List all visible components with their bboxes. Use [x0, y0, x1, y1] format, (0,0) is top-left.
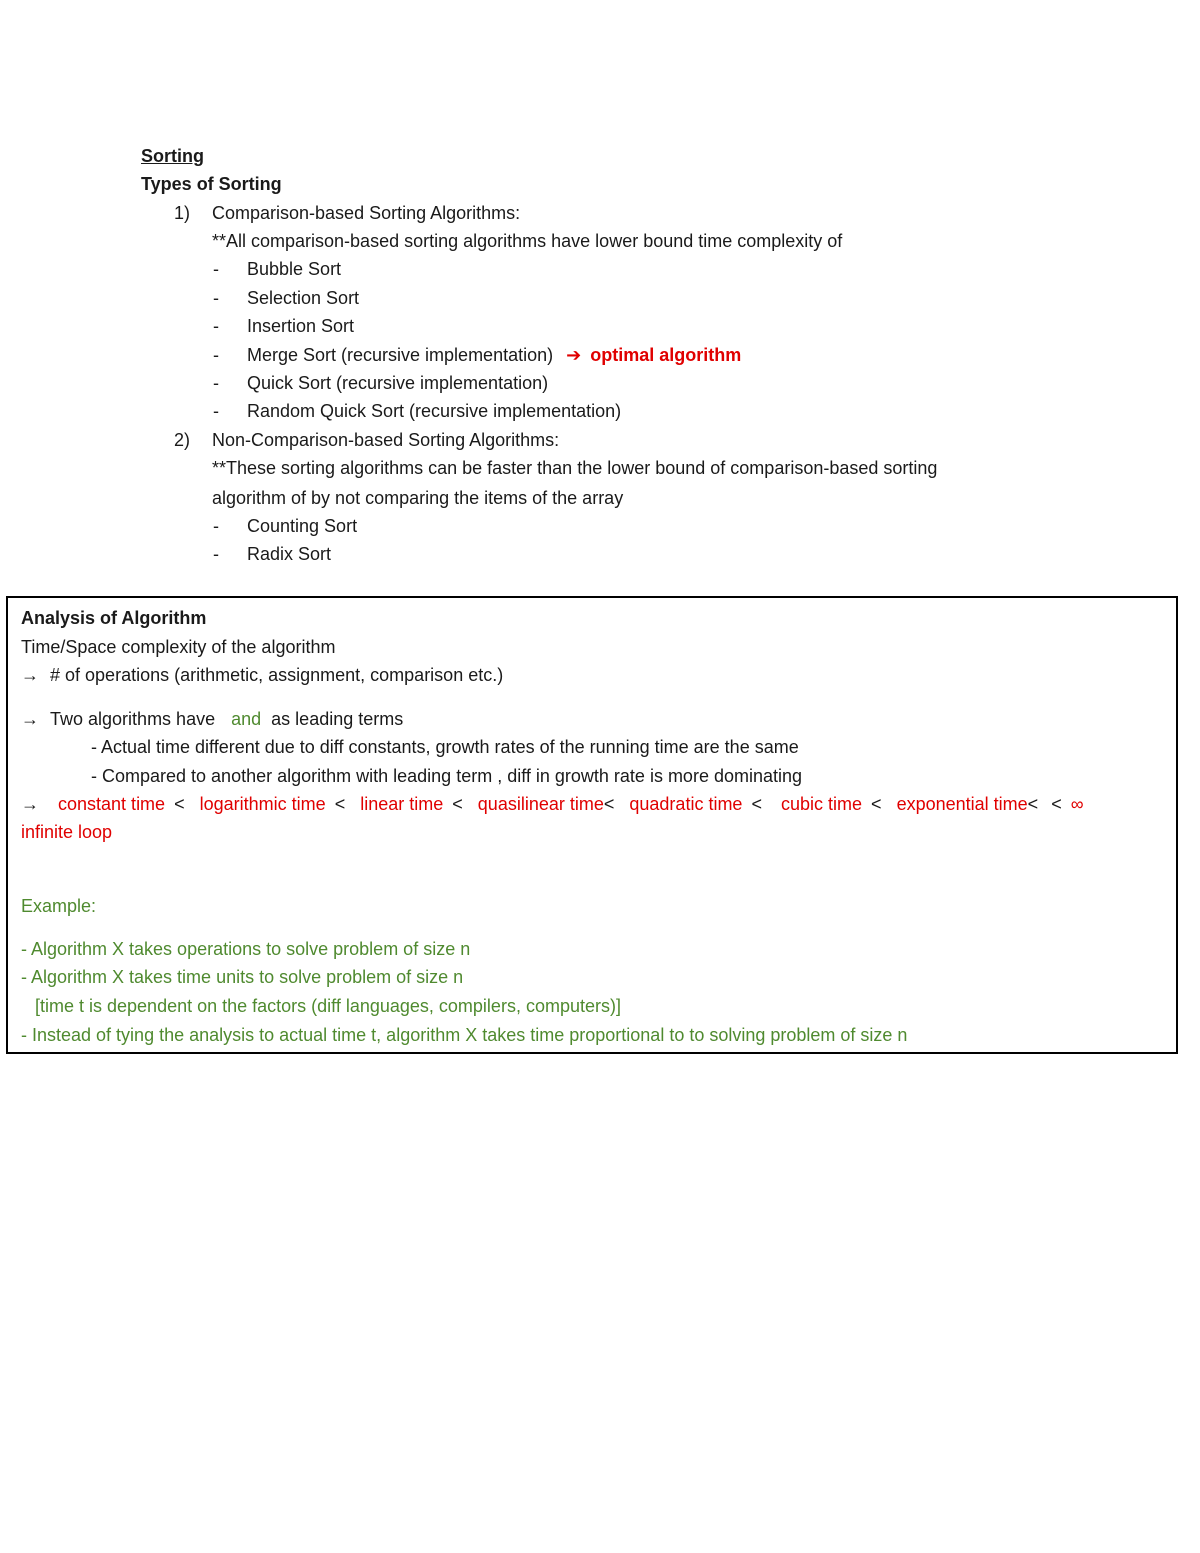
arrow-right-icon: →	[21, 665, 39, 685]
list-item: Quick Sort (recursive implementation)	[247, 373, 549, 393]
list-item: Selection Sort	[247, 288, 360, 308]
page-title: Sorting	[141, 146, 204, 166]
growth-order-infinite: infinite loop	[21, 822, 113, 842]
section2-note-line1: **These sorting algorithms can be faster than the lower bound of comparison-based sorting	[212, 458, 938, 478]
example-line: - Algorithm X takes operations to solve problem of size n	[21, 939, 471, 959]
example-label: Example:	[21, 896, 97, 916]
list-number: 2)	[174, 430, 191, 450]
section1-note: **All comparison-based sorting algorithms have lower bound time complexity of	[212, 231, 843, 251]
bullet-dash: -	[213, 316, 219, 336]
bullet-dash: -	[213, 288, 219, 308]
section1-heading: Comparison-based Sorting Algorithms:	[212, 203, 521, 223]
list-item	[247, 344, 741, 366]
arrow-right-icon: →	[21, 794, 39, 814]
analysis-title: Analysis of Algorithm	[21, 608, 207, 628]
analysis-line-compared: - Compared to another algorithm with leading term , diff in growth rate is more dominating	[91, 766, 803, 786]
list-item: Radix Sort	[247, 544, 332, 564]
bullet-dash: -	[213, 345, 219, 365]
arrow-right-icon: →	[21, 709, 39, 729]
bullet-dash: -	[213, 516, 219, 536]
bullet-dash: -	[213, 401, 219, 421]
infinity-icon: ∞	[1070, 794, 1084, 814]
growth-order-line: → constant time < logarithmic time < linear time < quasilinear time< quadratic time < cubic time < exponential time< < ∞	[21, 794, 1084, 814]
list-item: Bubble Sort	[247, 259, 342, 279]
list-item-text: Merge Sort (recursive implementation)	[247, 345, 554, 365]
analysis-line-two-algorithms: → Two algorithms have and as leading terms	[21, 709, 404, 729]
section2-heading: Non-Comparison-based Sorting Algorithms:	[212, 430, 560, 450]
bullet-dash: -	[213, 259, 219, 279]
optimal-note: optimal algorithm	[590, 345, 742, 365]
list-item: Insertion Sort	[247, 316, 355, 336]
example-line: [time t is dependent on the factors (diff languages, compilers, computers)]	[35, 996, 621, 1016]
list-item: Counting Sort	[247, 516, 358, 536]
list-item: Random Quick Sort (recursive implementation)	[247, 401, 622, 421]
arrow-right-icon: ➔	[566, 345, 582, 365]
analysis-line-complexity: Time/Space complexity of the algorithm	[21, 637, 336, 657]
list-number: 1)	[174, 203, 191, 223]
example-line: - Algorithm X takes time units to solve problem of size n	[21, 967, 464, 987]
bullet-dash: -	[213, 544, 219, 564]
bullet-dash: -	[213, 373, 219, 393]
analysis-line-actual-time: - Actual time different due to diff constants, growth rates of the running time are the same	[91, 737, 799, 757]
section2-note-line2: algorithm of by not comparing the items of the array	[212, 488, 624, 508]
example-line: - Instead of tying the analysis to actual time t, algorithm X takes time proportional to to solving problem of size n	[21, 1025, 908, 1045]
section-heading-types: Types of Sorting	[141, 174, 282, 194]
analysis-line-operations: → # of operations (arithmetic, assignment, comparison etc.)	[21, 665, 504, 685]
